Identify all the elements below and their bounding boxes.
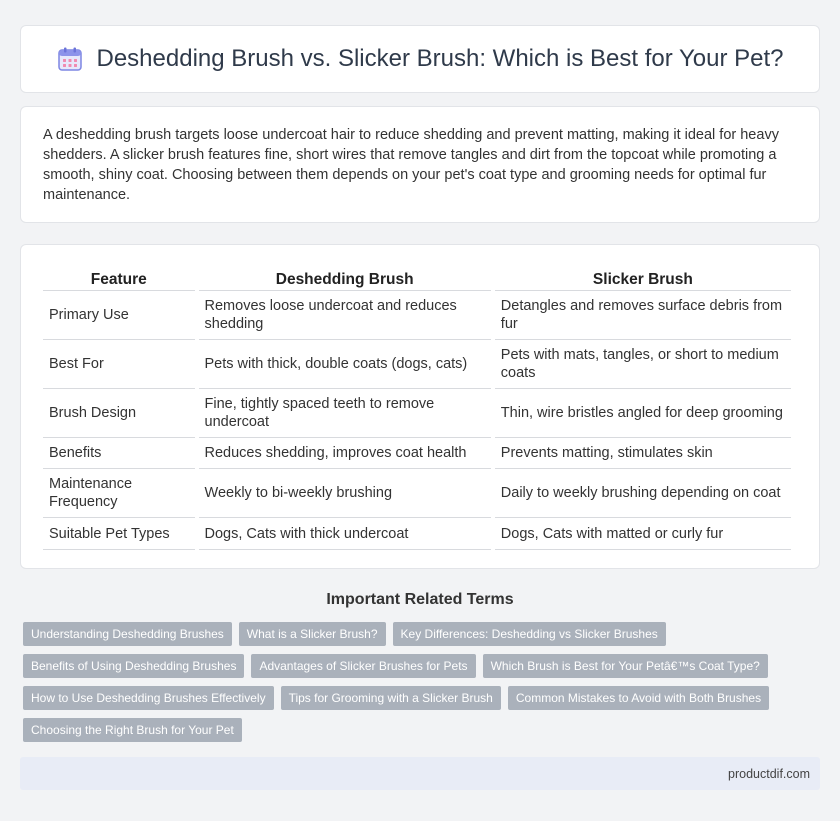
table-cell-deshedding: Pets with thick, double coats (dogs, cats) xyxy=(199,340,491,389)
related-term-tag[interactable]: Which Brush is Best for Your Petâ€™s Coat Type? xyxy=(483,654,768,678)
table-row xyxy=(43,340,791,389)
footer xyxy=(20,757,820,790)
table-row xyxy=(43,469,791,518)
calendar-icon xyxy=(57,46,83,72)
table-row xyxy=(43,389,791,438)
table-cell-feature: Primary Use xyxy=(43,291,195,340)
table-row xyxy=(43,291,791,340)
comparison-table-card xyxy=(20,244,820,569)
table-cell-slicker: Prevents matting, stimulates skin xyxy=(495,438,791,469)
tag-row xyxy=(23,686,823,710)
related-term-tag[interactable]: Understanding Deshedding Brushes xyxy=(23,622,232,646)
table-cell-slicker: Daily to weekly brushing depending on coat xyxy=(495,469,791,518)
table-cell-slicker: Thin, wire bristles angled for deep grooming xyxy=(495,389,791,438)
header-card xyxy=(20,25,820,93)
table-cell-feature: Maintenance Frequency xyxy=(43,469,195,518)
footer-site-link[interactable]: productdif.com xyxy=(728,766,810,781)
table-cell-deshedding: Reduces shedding, improves coat health xyxy=(199,438,491,469)
related-term-tag[interactable]: Choosing the Right Brush for Your Pet xyxy=(23,718,242,742)
tag-row xyxy=(23,654,823,678)
table-row xyxy=(43,518,791,550)
table-header-row xyxy=(43,265,791,291)
column-header-deshedding: Deshedding Brush xyxy=(199,265,491,291)
intro-card xyxy=(20,106,820,223)
intro-paragraph: A deshedding brush targets loose undercoat hair to reduce shedding and prevent matting, making it ideal for heavy shedders. A slicker brush features fine, short wires that remove tangles and dirt from the topcoat while promoting a smooth, shiny coat. Choosing between them depends on your pet's coat type and grooming needs for optimal fur maintenance. xyxy=(43,127,779,203)
related-term-tag[interactable]: Common Mistakes to Avoid with Both Brushes xyxy=(508,686,769,710)
table-cell-slicker: Dogs, Cats with matted or curly fur xyxy=(495,518,791,550)
table-cell-feature: Benefits xyxy=(43,438,195,469)
table-cell-feature: Brush Design xyxy=(43,389,195,438)
related-term-tag[interactable]: How to Use Deshedding Brushes Effectively xyxy=(23,686,274,710)
related-term-tag[interactable]: What is a Slicker Brush? xyxy=(239,622,386,646)
table-row xyxy=(43,438,791,469)
table-cell-feature: Best For xyxy=(43,340,195,389)
related-terms-list xyxy=(23,622,823,750)
page-title: Deshedding Brush vs. Slicker Brush: Which is Best for Your Pet? xyxy=(96,45,784,72)
title-wrap xyxy=(57,45,784,73)
column-header-feature: Feature xyxy=(43,265,195,291)
tag-row xyxy=(23,718,823,742)
related-term-tag[interactable]: Benefits of Using Deshedding Brushes xyxy=(23,654,244,678)
related-term-tag[interactable]: Advantages of Slicker Brushes for Pets xyxy=(251,654,475,678)
table-cell-feature: Suitable Pet Types xyxy=(43,518,195,550)
related-terms-heading: Important Related Terms xyxy=(326,591,514,608)
table-cell-slicker: Pets with mats, tangles, or short to medium coats xyxy=(495,340,791,389)
table-cell-deshedding: Fine, tightly spaced teeth to remove undercoat xyxy=(199,389,491,438)
table-cell-slicker: Detangles and removes surface debris from fur xyxy=(495,291,791,340)
tag-row xyxy=(23,622,823,646)
column-header-slicker: Slicker Brush xyxy=(495,265,791,291)
table-cell-deshedding: Dogs, Cats with thick undercoat xyxy=(199,518,491,550)
related-term-tag[interactable]: Key Differences: Deshedding vs Slicker Brushes xyxy=(393,622,666,646)
comparison-table xyxy=(39,265,795,550)
table-cell-deshedding: Removes loose undercoat and reduces shedding xyxy=(199,291,491,340)
related-term-tag[interactable]: Tips for Grooming with a Slicker Brush xyxy=(281,686,501,710)
table-cell-deshedding: Weekly to bi-weekly brushing xyxy=(199,469,491,518)
